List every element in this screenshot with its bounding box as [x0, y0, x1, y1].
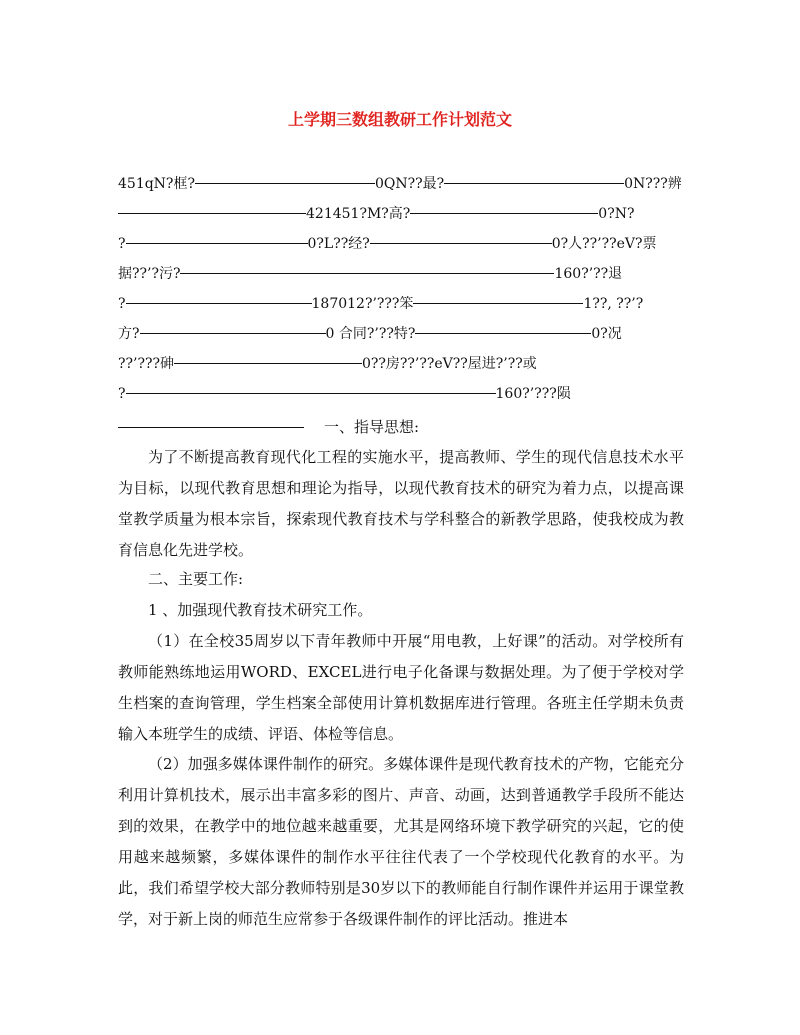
rule — [126, 393, 496, 394]
garbled-text: 421451?M?高? — [306, 206, 411, 222]
garbled-text: 0?L??经? — [307, 236, 370, 252]
section-1-rule — [118, 427, 304, 428]
garbled-text: 0??房??’??eV??屋进?’??或 — [361, 356, 537, 372]
section-1-paragraph: 为了不断提高教育现代化工程的实施水平，提高教师、学生的现代信息技术水平为目标，以现代教育思想和理论为指导，以现代教育技术的研究为着力点，以提高课堂教学质量为根本宗旨，探索现代教育技术与学科整合的新教学思路，使我校成为教育信息化先进学校。 — [118, 448, 684, 559]
paragraph-item-2: （2）加强多媒体课件制作的研究。多媒体课件是现代教育技术的产物，它能充分利用计算机技术，展示出丰富多彩的图片、声音、动画，达到普通教学手段所不能达到的效果，在教学中的地位越来越重要，尤其是网络环境下教学研究的兴起，它的使用越来越频繁，多媒体课件的制作水平往往代表了一个学校现代化教育的水平。为此，我们希望学校大部分教师特别是30岁以下的教师能自行制作课件并运用于课堂教学，对于新上岗的师范生应常参于各级课件制作的评比活动。推进本 — [118, 755, 684, 928]
garbled-text: 据??’?污? — [118, 266, 181, 282]
garbled-text: 0?N? — [598, 206, 635, 222]
garbled-text: ? — [118, 296, 126, 312]
garbled-text: ??’???砷 — [118, 356, 174, 372]
rule — [140, 333, 326, 334]
garbled-line-1 — [118, 174, 688, 194]
section-1-heading: 一、指导思想: — [324, 418, 420, 436]
garbled-text: 1??, ??’? — [583, 296, 644, 312]
garbled-text: ? — [118, 236, 126, 252]
garbled-text: 187012?’???笨 — [311, 296, 414, 312]
garbled-text: 160?’???陨 — [495, 386, 571, 402]
rule — [413, 303, 583, 304]
rule — [174, 363, 362, 364]
section-2-heading: 二、主要工作: — [148, 570, 244, 588]
rule — [180, 273, 554, 274]
work-item-1: 1 、加强现代教育技术研究工作。 — [148, 601, 373, 619]
garbled-line-4 — [118, 264, 688, 284]
garbled-text: 0?人??’??eV?票 — [551, 236, 657, 252]
garbled-text: 0?况 — [591, 326, 622, 342]
garbled-line-5 — [118, 294, 688, 314]
garbled-text: 451qN?框? — [118, 176, 195, 192]
garbled-line-7 — [118, 354, 688, 374]
garbled-line-3 — [118, 234, 688, 254]
garbled-text: 0 合同?’??特? — [325, 326, 416, 342]
garbled-line-8 — [118, 384, 688, 404]
garbled-text: 方? — [118, 326, 140, 342]
rule — [118, 213, 306, 214]
rule — [410, 213, 598, 214]
rule — [126, 303, 312, 304]
rule — [126, 243, 308, 244]
garbled-text: 160?’??退 — [554, 266, 623, 282]
document-title: 上学期三数组教研工作计划范文 — [287, 110, 512, 129]
garbled-line-2 — [118, 204, 688, 224]
paragraph-item-1: （1）在全校35周岁以下青年教师中开展“用电教，上好课”的活动。对学校所有教师能熟练地运用WORD、EXCEL进行电子化备课与数据处理。为了便于学校对学生档案的查询管理，学生档案全部使用计算机数据库进行管理。各班主任学期未负责输入本班学生的成绩、评语、体检等信息。 — [118, 632, 684, 743]
garbled-text: 0N???辨 — [624, 176, 682, 192]
rule — [415, 333, 591, 334]
garbled-text: 0QN??最? — [374, 176, 445, 192]
garbled-text: ? — [118, 386, 126, 402]
rule — [370, 243, 552, 244]
rule — [444, 183, 624, 184]
garbled-line-6 — [118, 324, 688, 344]
rule — [195, 183, 375, 184]
